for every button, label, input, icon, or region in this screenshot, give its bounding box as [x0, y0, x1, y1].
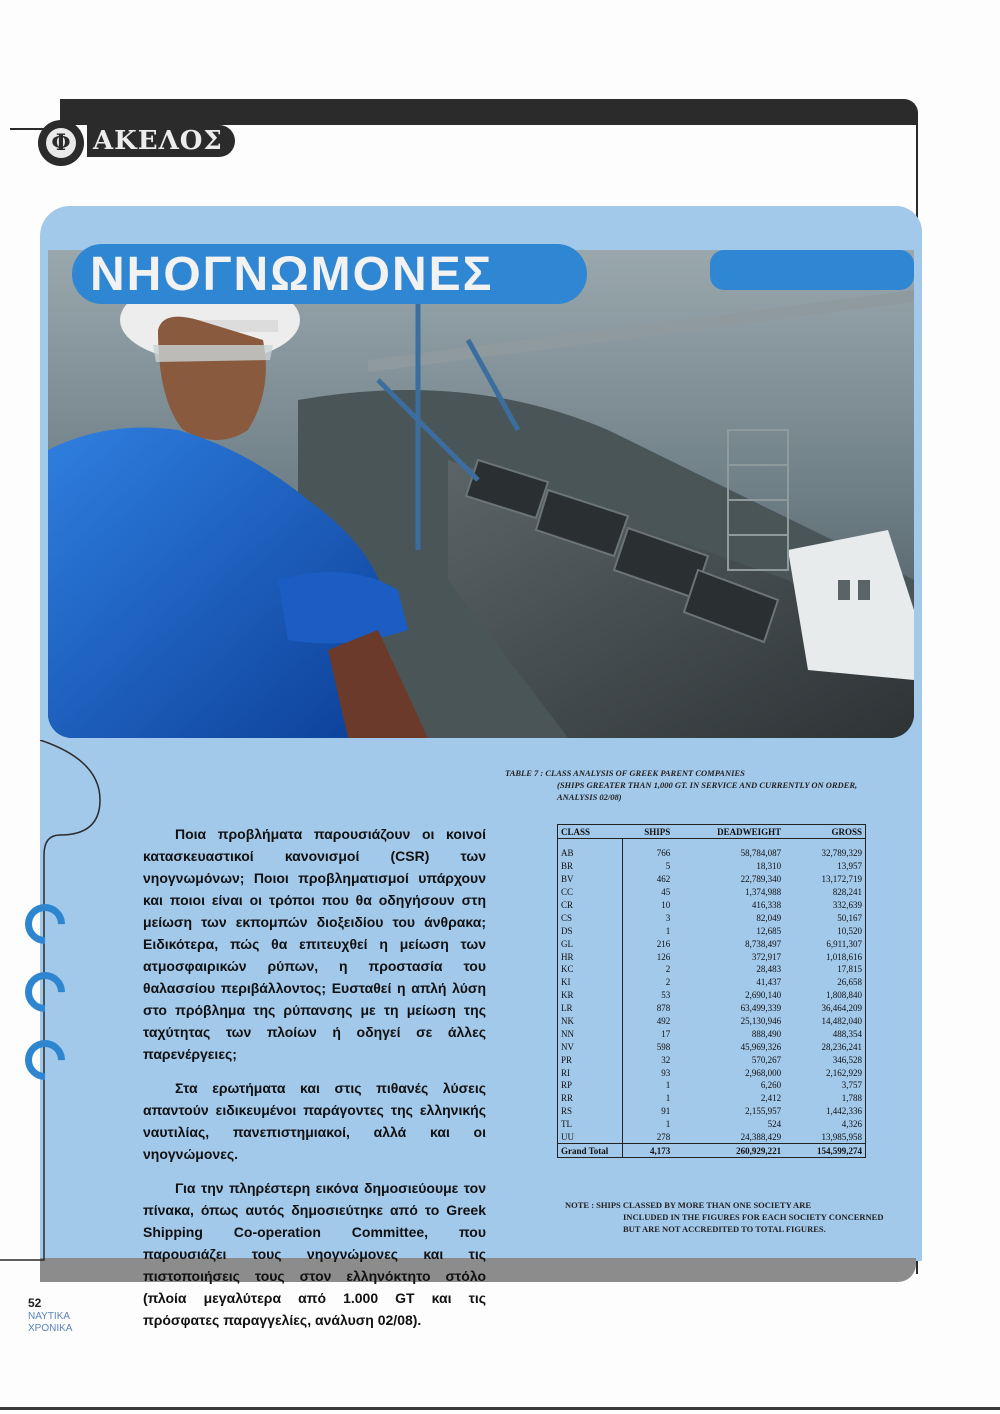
- caption-line-3: ANALYSIS 02/08): [557, 792, 622, 802]
- table-row: [558, 886, 865, 899]
- table-cell: 416,338: [751, 900, 782, 910]
- table-cell: 82,049: [756, 912, 782, 923]
- left-curve-decoration: [0, 740, 150, 1280]
- table-row: [558, 1066, 865, 1079]
- table-cell: 50,167: [837, 912, 862, 923]
- table-note: [565, 1199, 895, 1235]
- table-row: [558, 924, 865, 937]
- table-cell: 6,260: [760, 1080, 782, 1091]
- table-cell: 2,162,929: [826, 1067, 862, 1078]
- table-cell: KC: [558, 963, 623, 976]
- table-cell: 41,437: [756, 977, 782, 988]
- table-cell: 3: [665, 912, 671, 923]
- table-cell: 14,482,040: [821, 1016, 862, 1027]
- table-header-cell: SHIPS: [623, 825, 674, 839]
- table-cell: 28,483: [756, 964, 782, 975]
- section-header-badge: [38, 120, 84, 166]
- table-cell: 4,326: [841, 1119, 862, 1130]
- table-cell: RI: [558, 1066, 623, 1079]
- table-cell: 2: [665, 977, 671, 988]
- class-analysis-table: [557, 824, 866, 1158]
- caption-line-2: (SHIPS GREATER THAN 1,000 GT. IN SERVICE AND CURRENTLY ON ORDER,: [557, 780, 858, 790]
- body-paragraph-3: Για την πληρέστερη εικόνα δημοσιεύουμε τον πίνακα, όπως αυτός δημοσιεύτηκε από το Greek Shipping Co-operation Committee, που παρουσιάζει τους νηογνώμονες και τις πιστοποιήσεις τους στον ελληνόκτητο στόλο (πλοία μεγαλύτερα από 1.000 GT και τις πρόσφατες παραγγελίες, ανάλυση 02/08).: [143, 1180, 486, 1328]
- table-row: [558, 899, 865, 912]
- table-cell: 8,738,497: [745, 938, 782, 949]
- table-cell: 570,267: [751, 1054, 782, 1065]
- table-cell: CC: [558, 886, 623, 899]
- table-cell: 5: [665, 861, 671, 872]
- table-cell: 32,789,329: [821, 848, 862, 859]
- table-cell: 13,957: [837, 861, 862, 872]
- table-header-cell: CLASS: [558, 825, 623, 839]
- table-cell: 53: [661, 990, 671, 1001]
- table-cell: 13,172,719: [821, 874, 862, 885]
- table-row: [558, 1092, 865, 1105]
- table-caption: [505, 767, 905, 803]
- table-cell: 372,917: [751, 951, 782, 962]
- page-title: ΝΗΟΓΝΩΜΟΝΕΣ: [90, 248, 494, 301]
- table-cell: NK: [558, 1015, 623, 1028]
- table-total-row: [558, 1144, 865, 1158]
- table-cell: BV: [558, 873, 623, 886]
- table-cell: 93: [661, 1067, 671, 1078]
- table-cell: 462: [656, 874, 671, 885]
- table-cell: 2,690,140: [745, 990, 782, 1001]
- table-cell: 1: [665, 925, 671, 936]
- table-row: [558, 963, 865, 976]
- table-cell: 332,639: [832, 900, 862, 910]
- table-row: [558, 937, 865, 950]
- table-cell: 524: [767, 1119, 782, 1130]
- table-cell: 22,789,340: [740, 874, 782, 885]
- table-cell: 1,788: [841, 1093, 862, 1104]
- table-row: [558, 1079, 865, 1092]
- table-cell: 492: [656, 1016, 671, 1027]
- table-cell: 3,757: [841, 1080, 862, 1091]
- table-row: [558, 1027, 865, 1040]
- section-header-bar: [60, 99, 918, 125]
- table-cell: HR: [558, 950, 623, 963]
- table-row: [558, 873, 865, 886]
- shipyard-photo: [48, 250, 914, 738]
- table-cell: 17: [661, 1028, 671, 1039]
- table-row: [558, 950, 865, 963]
- body-paragraph-2: Στα ερωτήματα και στις πιθανές λύσεις απαντούν ειδικευμένοι παράγοντες της ελληνικής ναυτιλίας, πανεπιστημιακοί, αλλά και οι νηογνώμονες.: [143, 1080, 486, 1162]
- table-cell: 10: [661, 900, 671, 910]
- table-cell: RR: [558, 1092, 623, 1105]
- table-cell: 1: [665, 1119, 671, 1130]
- table-cell: 598: [656, 1041, 671, 1052]
- table-cell: 2,968,000: [745, 1067, 782, 1078]
- section-header-letter: Φ: [46, 128, 76, 158]
- table-row: [558, 860, 865, 873]
- table-cell: AB: [558, 839, 623, 860]
- table-cell: 1,018,616: [826, 951, 862, 962]
- table-cell: 18,310: [756, 861, 782, 872]
- table-cell: CS: [558, 911, 623, 924]
- table-cell: UU: [558, 1131, 623, 1144]
- table-row: [558, 1131, 865, 1144]
- table-row: [558, 1118, 865, 1131]
- table-cell: 2: [665, 964, 671, 975]
- table-cell: 24,388,429: [740, 1132, 782, 1143]
- table-row: [558, 1002, 865, 1015]
- page-bottom-rule: [0, 1407, 1000, 1410]
- table-cell: RP: [558, 1079, 623, 1092]
- note-line-2: INCLUDED IN THE FIGURES FOR EACH SOCIETY CONCERNED: [623, 1212, 884, 1222]
- table-cell: 58,784,087: [740, 848, 782, 859]
- table-cell: RS: [558, 1105, 623, 1118]
- table-cell: 2,155,957: [745, 1106, 782, 1117]
- article-body: [143, 823, 486, 1343]
- table-cell: 2,412: [760, 1093, 782, 1104]
- table-cell: GL: [558, 937, 623, 950]
- table-cell: BR: [558, 860, 623, 873]
- table-cell: 888,490: [751, 1028, 782, 1039]
- table-row: [558, 1105, 865, 1118]
- table-row: [558, 989, 865, 1002]
- table-total-cell: 4,173: [623, 1144, 674, 1158]
- table-cell: 126: [656, 951, 671, 962]
- table-cell: 878: [656, 1003, 671, 1014]
- table-row: [558, 1015, 865, 1028]
- body-paragraph-1: Ποια προβλήματα παρουσιάζουν οι κοινοί κατασκευαστικοί κανονισμοί (CSR) των νηογνωμόνων; Ποιοι προβληματισμοί υπάρχουν και ποιοι είναι οι τρόποι που θα οδηγήσουν στη μείωση των εκπομπών διοξειδίου του άνθρακα; Ειδικότερα, πώς θα επιτευχθεί η μείωση των ατμοσφαιρικών ρύπων, η προστασία του θαλασσίου περιβάλλοντος; Ευσταθεί η απλή λύση στο πρόβλημα της ρύπανσης με τη μείωση της ταχύτητας των πλοίων ή οδηγεί σε άλλες παρενέργειες;: [143, 826, 486, 1062]
- caption-line-1: TABLE 7 : CLASS ANALYSIS OF GREEK PARENT COMPANIES: [505, 768, 745, 778]
- table-row: [558, 839, 865, 860]
- table-cell: 28,236,241: [821, 1041, 862, 1052]
- note-line-3: BUT ARE NOT ACCREDITED TO TOTAL FIGURES.: [623, 1224, 826, 1234]
- table-cell: 17,815: [837, 964, 862, 975]
- table-total-cell: Grand Total: [558, 1144, 623, 1158]
- table-cell: 63,499,339: [740, 1003, 782, 1014]
- table-total-cell: 154,599,274: [784, 1144, 865, 1158]
- table-row: [558, 976, 865, 989]
- table-cell: 1,442,336: [826, 1106, 862, 1117]
- table-cell: 45: [661, 887, 671, 898]
- table-cell: 13,985,958: [821, 1132, 862, 1143]
- table-cell: NN: [558, 1027, 623, 1040]
- table-cell: 6,911,307: [826, 938, 862, 949]
- table-cell: 36,464,209: [821, 1003, 862, 1014]
- table-cell: 45,969,326: [740, 1041, 782, 1052]
- table-cell: TL: [558, 1118, 623, 1131]
- title-banner-right: [710, 250, 914, 290]
- table-header-row: [558, 825, 865, 839]
- table-cell: 346,528: [832, 1054, 862, 1065]
- shipyard-photo-illustration: [48, 250, 914, 738]
- magazine-name-line-1: ΝΑΥΤΙΚΑ: [28, 1311, 71, 1322]
- table-header-cell: DEADWEIGHT: [673, 825, 784, 839]
- table-cell: 766: [656, 848, 671, 859]
- table-cell: 828,241: [832, 887, 862, 898]
- table-row: [558, 911, 865, 924]
- table-cell: NV: [558, 1040, 623, 1053]
- magazine-name-line-2: ΧΡΟΝΙΚΑ: [28, 1323, 73, 1334]
- table-row: [558, 1053, 865, 1066]
- table-cell: 278: [656, 1132, 671, 1143]
- table-cell: 91: [661, 1106, 671, 1117]
- table-total-cell: 260,929,221: [673, 1144, 784, 1158]
- table-cell: PR: [558, 1053, 623, 1066]
- table-cell: 216: [656, 938, 671, 949]
- table-cell: 1,374,988: [745, 887, 782, 898]
- magazine-name: [28, 1311, 72, 1335]
- table-cell: 10,520: [837, 925, 862, 936]
- table-cell: 1: [665, 1093, 671, 1104]
- page-number: 52: [28, 1296, 42, 1310]
- table-cell: LR: [558, 1002, 623, 1015]
- table-cell: 32: [661, 1054, 671, 1065]
- table-cell: 12,685: [756, 925, 782, 936]
- table-cell: 26,658: [837, 977, 862, 988]
- table-row: [558, 1040, 865, 1053]
- table-cell: KI: [558, 976, 623, 989]
- section-header-word: ΑΚΕΛΟΣ: [87, 125, 235, 157]
- table-header-cell: GROSS: [784, 825, 865, 839]
- table-cell: 488,354: [832, 1028, 862, 1039]
- table-cell: 1: [665, 1080, 671, 1091]
- table-cell: DS: [558, 924, 623, 937]
- table-cell: KR: [558, 989, 623, 1002]
- table-cell: 25,130,946: [740, 1016, 782, 1027]
- table-cell: CR: [558, 899, 623, 912]
- note-line-1: NOTE : SHIPS CLASSED BY MORE THAN ONE SOCIETY ARE: [565, 1200, 812, 1210]
- table-cell: 1,808,840: [826, 990, 862, 1001]
